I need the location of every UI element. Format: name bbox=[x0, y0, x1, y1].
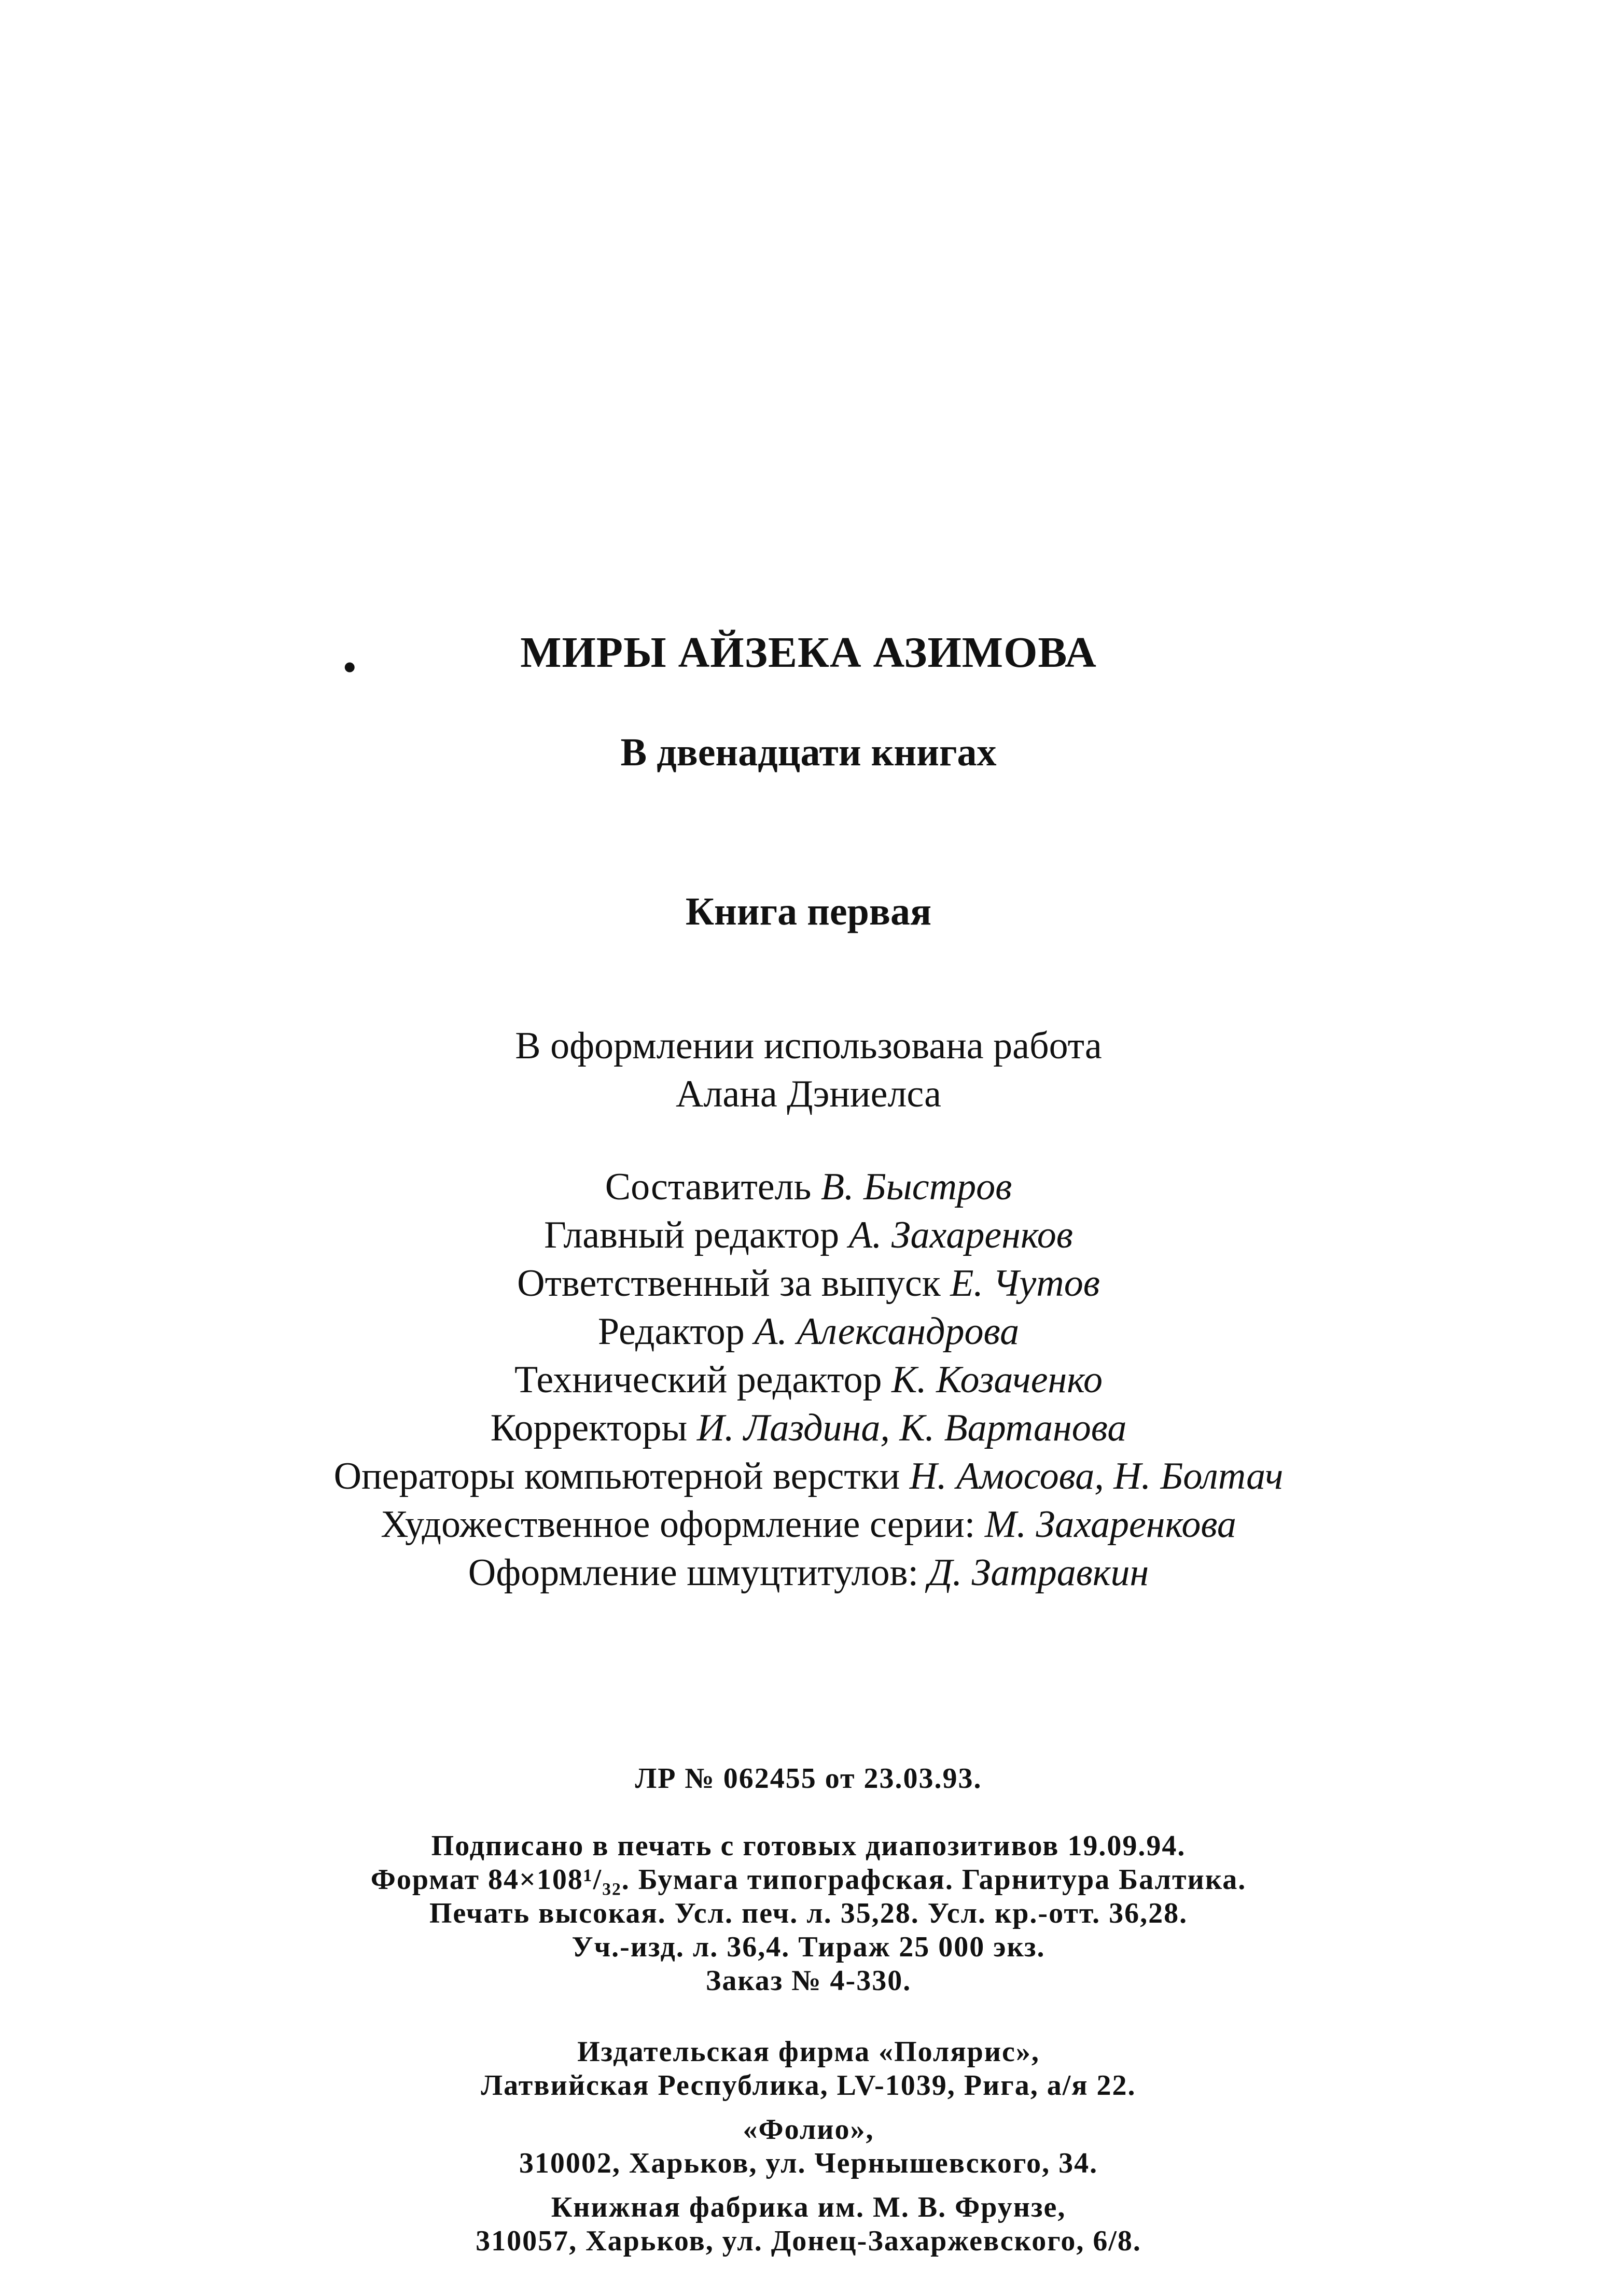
credit-person: Н. Амосова, Н. Болтач bbox=[909, 1455, 1284, 1497]
credit-person: И. Лаздина, К. Вартанова bbox=[696, 1407, 1127, 1449]
book-number: Книга первая bbox=[685, 890, 932, 933]
credit-role: Художественное оформление серии: bbox=[381, 1503, 975, 1546]
credit-role: Главный редактор bbox=[544, 1214, 840, 1256]
credit-role: Редактор bbox=[597, 1310, 745, 1353]
credit-role: Технический редактор bbox=[514, 1359, 882, 1401]
publisher-line: Издательская фирма «Полярис», bbox=[577, 2036, 1040, 2068]
credit-person: А. Александрова bbox=[754, 1310, 1020, 1353]
credit-responsible bbox=[0, 1262, 1617, 1306]
publisher-line: 310057, Харьков, ул. Донец-Захаржевского, 6/8. bbox=[476, 2225, 1141, 2257]
credit-role: Ответственный за выпуск bbox=[517, 1262, 941, 1305]
credit-technical-editor bbox=[0, 1358, 1617, 1402]
printing-line: Формат 84×108¹/₃₂. Бумага типографская. Гарнитура Балтика. bbox=[370, 1864, 1247, 1896]
credit-role: Составитель bbox=[605, 1166, 812, 1208]
series-subtitle: В двенадцати книгах bbox=[620, 731, 997, 774]
series-title: МИРЫ АЙЗЕКА АЗИМОВА bbox=[520, 628, 1097, 677]
credit-chief-editor bbox=[0, 1213, 1617, 1257]
credit-series-design bbox=[0, 1503, 1617, 1547]
publisher-line: «Фолио», bbox=[743, 2113, 874, 2146]
credit-person: К. Козаченко bbox=[891, 1359, 1103, 1401]
credit-role: Оформление шмуцтитулов: bbox=[468, 1551, 919, 1594]
credit-person: Д. Затравкин bbox=[928, 1551, 1149, 1594]
design-note-line-2: Алана Дэниелса bbox=[676, 1073, 941, 1115]
credit-proofreaders bbox=[0, 1406, 1617, 1450]
design-note-line-1: В оформлении использована работа bbox=[515, 1025, 1102, 1067]
publisher-line: 310002, Харьков, ул. Чернышевского, 34. bbox=[519, 2147, 1098, 2179]
printing-line: Подписано в печать с готовых диапозитивов 19.09.94. bbox=[431, 1830, 1186, 1862]
license-number: ЛР № 062455 от 23.03.93. bbox=[635, 1762, 982, 1795]
printing-line: Печать высокая. Усл. печ. л. 35,28. Усл. кр.-отт. 36,28. bbox=[429, 1897, 1188, 1929]
credit-editor bbox=[0, 1310, 1617, 1354]
printing-line: Уч.-изд. л. 36,4. Тираж 25 000 экз. bbox=[571, 1931, 1046, 1963]
bullet-mark: • bbox=[343, 648, 356, 688]
printing-line: Заказ № 4-330. bbox=[705, 1965, 912, 1997]
credit-compiler bbox=[0, 1165, 1617, 1209]
publisher-line: Книжная фабрика им. М. В. Фрунзе, bbox=[551, 2191, 1066, 2223]
credit-role: Корректоры bbox=[490, 1407, 688, 1449]
credit-role: Операторы компьютерной верстки bbox=[333, 1455, 900, 1497]
credit-person: Е. Чутов bbox=[950, 1262, 1100, 1305]
credit-person: А. Захаренков bbox=[848, 1214, 1073, 1256]
publisher-line: Латвийская Республика, LV-1039, Рига, а/я 22. bbox=[481, 2069, 1136, 2102]
credit-half-titles bbox=[0, 1551, 1617, 1595]
credit-person: В. Быстров bbox=[820, 1166, 1012, 1208]
credit-person: М. Захаренкова bbox=[984, 1503, 1236, 1546]
credit-layout-operators bbox=[0, 1454, 1617, 1499]
